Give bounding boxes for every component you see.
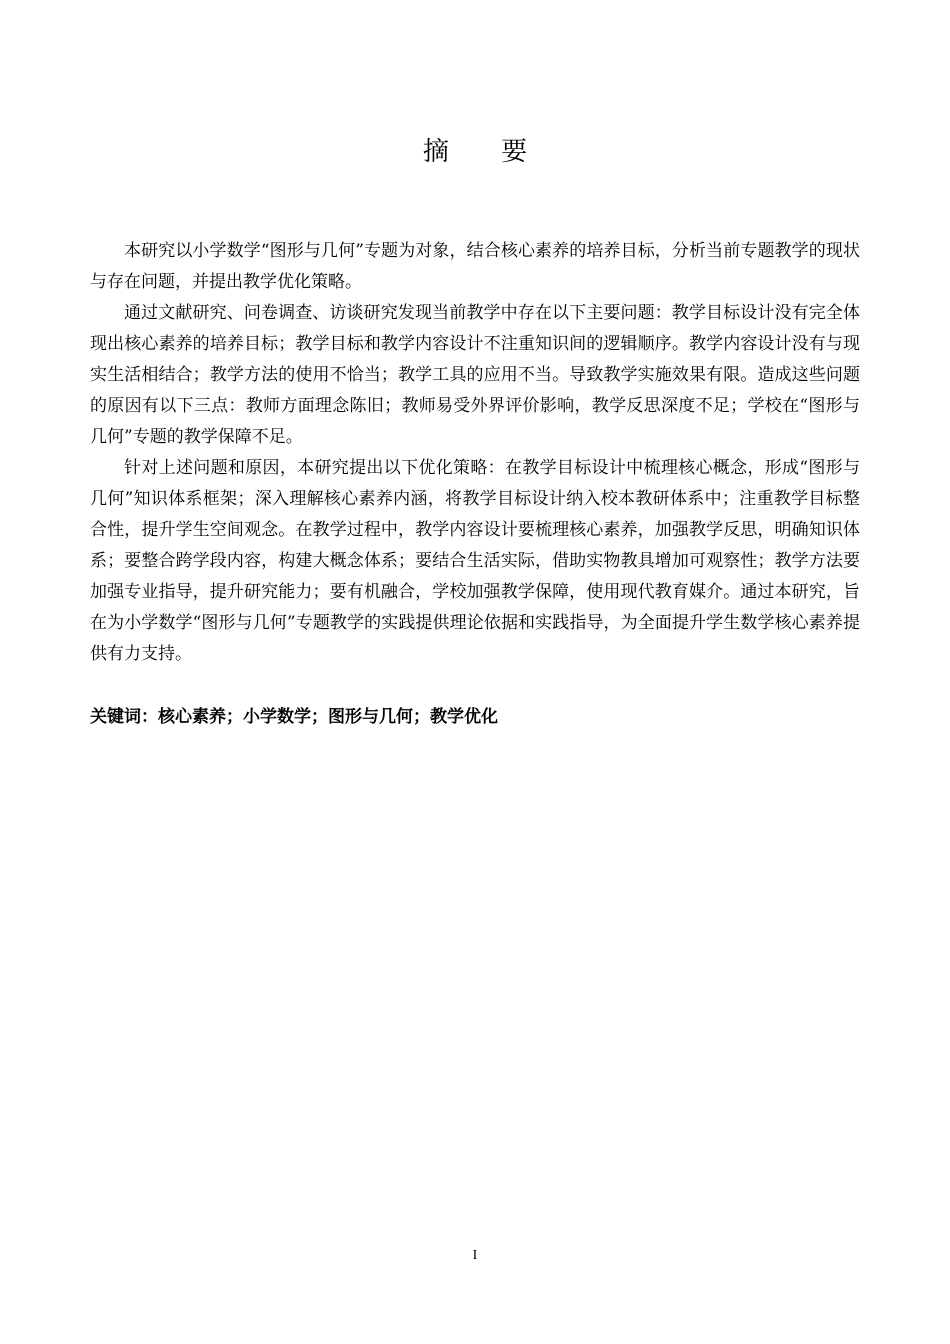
- keywords-line: 关键词：核心素养；小学数学；图形与几何；教学优化: [90, 707, 498, 727]
- abstract-paragraph-1: 本研究以小学数学“图形与几何”专题为对象，结合核心素养的培养目标，分析当前专题教学的现状与存在问题，并提出教学优化策略。: [90, 241, 860, 292]
- abstract-paragraph-2: 通过文献研究、问卷调查、访谈研究发现当前教学中存在以下主要问题：教学目标设计没有完全体现出核心素养的培养目标；教学目标和教学内容设计不注重知识间的逻辑顺序。教学内容设计没有与现实生活相结合；教学方法的使用不恰当；教学工具的应用不当。导致教学实施效果有限。造成这些问题的原因有以下三点：教师方面理念陈旧；教师易受外界评价影响，教学反思深度不足；学校在“图形与几何”专题的教学保障不足。: [90, 303, 860, 447]
- abstract-paragraph-3: 针对上述问题和原因，本研究提出以下优化策略：在教学目标设计中梳理核心概念，形成“图形与几何”知识体系框架；深入理解核心素养内涵，将教学目标设计纳入校本教研体系中；注重教学目标整合性，提升学生空间观念。在教学过程中，教学内容设计要梳理核心素养，加强教学反思，明确知识体系；要整合跨学段内容，构建大概念体系；要结合生活实际，借助实物教具增加可观察性；教学方法要加强专业指导，提升研究能力；要有机融合，学校加强教学保障，使用现代教育媒介。通过本研究，旨在为小学数学“图形与几何”专题教学的实践提供理论依据和实践指导，为全面提升学生数学核心素养提供有力支持。: [90, 458, 860, 664]
- abstract-title: 摘 要: [422, 137, 550, 167]
- abstract-body: [90, 236, 860, 670]
- page-number: I: [472, 1248, 478, 1263]
